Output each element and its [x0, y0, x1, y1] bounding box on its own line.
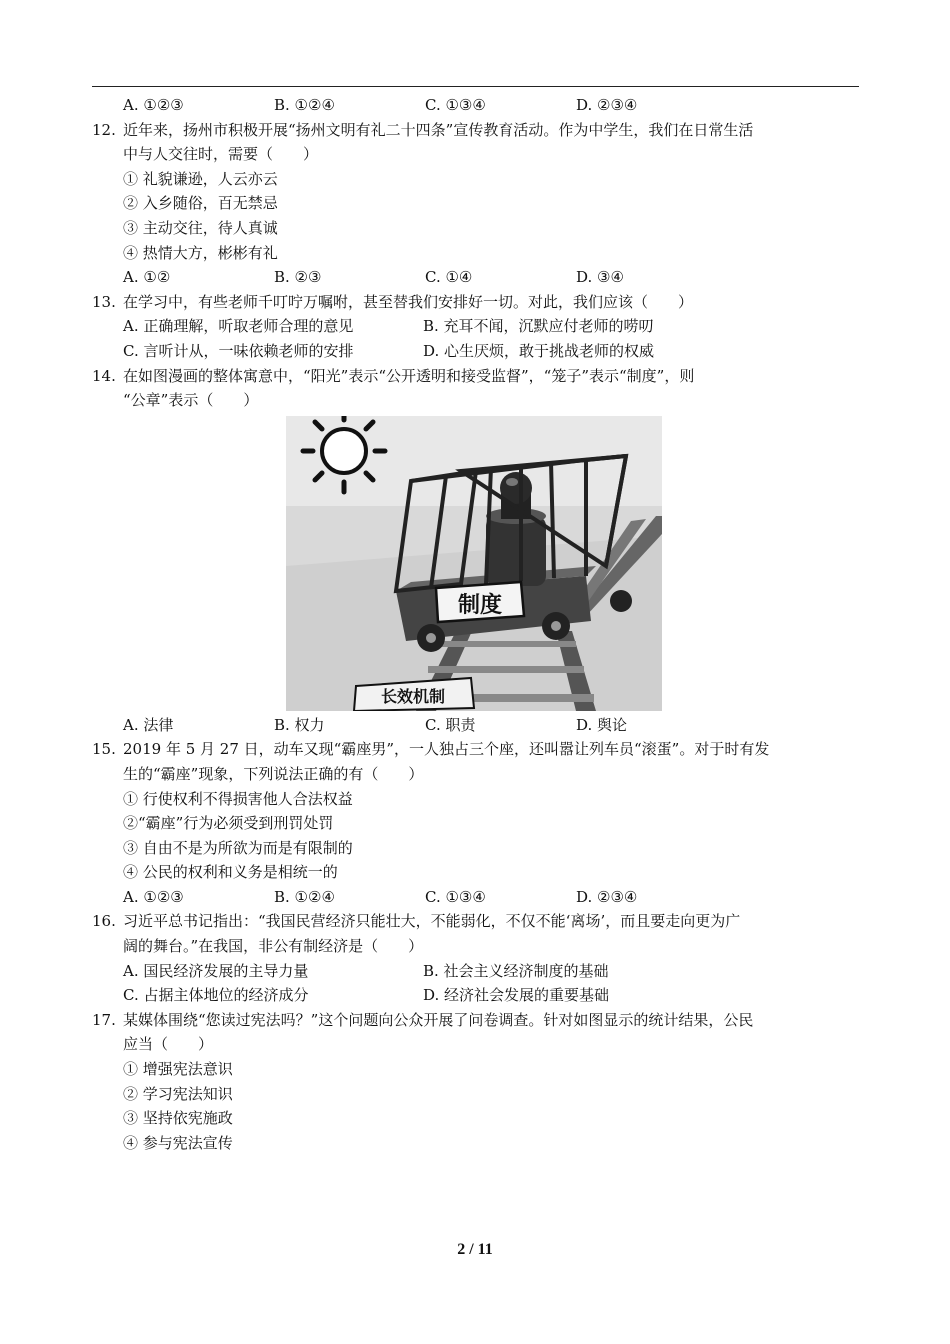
question-stem-line: “公章”表示（ ） [123, 391, 259, 410]
question-stem-line: 在如图漫画的整体寓意中，“阳光”表示“公开透明和接受监督”，“笼子”表示“制度”，则 [123, 366, 695, 385]
statement: ① 行使权利不得损害他人合法权益 [123, 789, 353, 808]
question-stem-line: 中与人交往时，需要（ ） [123, 145, 319, 164]
page-content [92, 93, 867, 1155]
track-sign-label: 长效机制 [380, 686, 446, 706]
option-d: D. 舆论 [576, 715, 628, 734]
question-12 [92, 118, 867, 290]
option-b: B. ①②④ [274, 96, 335, 114]
question-stem-line: 某媒体围绕“您读过宪法吗？”这个问题向公众开展了问卷调查。针对如图显示的统计结果，公民 [123, 1010, 754, 1029]
prev-question-options [92, 93, 867, 118]
header-rule [92, 86, 859, 87]
question-stem-line: 近年来，扬州市积极开展“扬州文明有礼二十四条”宣传教育活动。作为中学生，我们在日常生活 [123, 120, 754, 139]
question-stem-line: 阔的舞台。”在我国，非公有制经济是（ ） [123, 937, 424, 956]
option-c: C. 言听计从，一味依赖老师的安排 [123, 341, 354, 360]
cart-label-board [436, 582, 524, 622]
question-13 [92, 290, 867, 364]
question-number: 14. [92, 366, 116, 385]
question-17 [92, 1008, 867, 1156]
option-c: C. ①③④ [425, 887, 486, 906]
option-d: D. ②③④ [576, 887, 638, 906]
statement: ② 入乡随俗，百无禁忌 [123, 194, 278, 213]
option-b: B. 充耳不闻，沉默应付老师的唠叨 [423, 317, 654, 336]
option-d: D. 心生厌烦，敢于挑战老师的权威 [423, 341, 655, 360]
statement: ① 礼貌谦逊，人云亦云 [123, 169, 278, 188]
option-d: D. 经济社会发展的重要基础 [423, 986, 610, 1005]
question-16 [92, 909, 867, 1007]
option-c: C. 占据主体地位的经济成分 [123, 986, 309, 1005]
option-b: B. ②③ [274, 268, 322, 287]
question-stem-line: 2019 年 5 月 27 日，动车又现“霸座男”，一人独占三个座，还叫嚣让列车员“滚蛋”。对于时有发 [123, 740, 770, 759]
option-b: B. ①②④ [274, 887, 335, 906]
option-a: A. ①②③ [123, 887, 184, 906]
option-a: A. ①② [123, 268, 171, 287]
statement: ④ 热情大方，彬彬有礼 [123, 243, 278, 262]
cart-label: 制度 [457, 592, 503, 618]
option-d: D. ③④ [576, 268, 624, 287]
question-number: 13. [92, 292, 116, 311]
question-number: 16. [92, 912, 116, 931]
option-a: A. 国民经济发展的主导力量 [123, 961, 309, 980]
cartoon-figure [286, 416, 662, 711]
question-stem-line: 生的“霸座”现象，下列说法正确的有（ ） [123, 764, 424, 783]
statement: ② 学习宪法知识 [123, 1084, 233, 1103]
question-stem-line: 应当（ ） [123, 1035, 214, 1054]
option-c: C. ①③④ [425, 96, 486, 114]
question-number: 15. [92, 740, 116, 759]
statement: ③ 自由不是为所欲为而是有限制的 [123, 838, 353, 857]
question-14 [92, 364, 867, 738]
option-d: D. ②③④ [576, 96, 638, 114]
statement: ②“霸座”行为必须受到刑罚处罚 [123, 814, 334, 833]
question-stem-line: 在学习中，有些老师千叮咛万嘱咐，甚至替我们安排好一切。对此，我们应该（ ） [123, 292, 694, 311]
option-c: C. ①④ [425, 268, 473, 287]
question-number: 12. [92, 120, 116, 139]
option-a: A. 正确理解，听取老师合理的意见 [123, 317, 354, 336]
statement: ④ 参与宪法宣传 [123, 1133, 233, 1152]
option-a: A. 法律 [123, 715, 174, 734]
option-c: C. 职责 [425, 715, 476, 734]
cage-cart-illustration [286, 416, 662, 711]
option-a: A. ①②③ [123, 96, 184, 114]
question-number: 17. [92, 1010, 116, 1029]
question-stem-line: 习近平总书记指出：“我国民营经济只能壮大，不能弱化，不仅不能‘离场’，而且要走向更为广 [123, 912, 741, 931]
statement: ④ 公民的权利和义务是相统一的 [123, 863, 338, 882]
question-15 [92, 737, 867, 909]
option-b: B. 社会主义经济制度的基础 [423, 961, 609, 980]
statement: ① 增强宪法意识 [123, 1060, 233, 1079]
page-number: 2 / 11 [457, 1241, 493, 1258]
statement: ③ 主动交往，待人真诚 [123, 218, 278, 237]
option-b: B. 权力 [274, 715, 325, 734]
statement: ③ 坚持依宪施政 [123, 1109, 233, 1128]
